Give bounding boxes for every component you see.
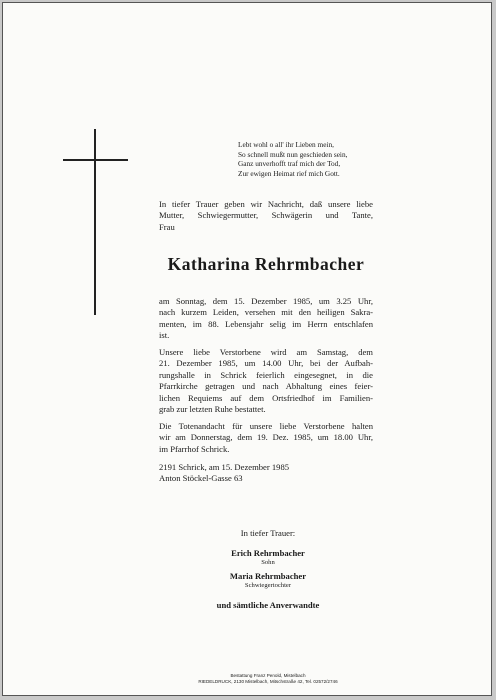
- poem: [238, 140, 438, 178]
- poem-line: Zur ewigen Heimat rief mich Gott.: [238, 168, 340, 178]
- death-notice-paragraph: [159, 296, 373, 342]
- mourner-relation: Schwiegertochter: [244, 582, 292, 589]
- closing-line: und sämtliche Anverwandte: [216, 600, 320, 610]
- mourner-name: Maria Rehrmbacher: [229, 571, 307, 581]
- text-line: rungshalle in Schrick feierlich eingesegnet, in die: [159, 369, 373, 380]
- poem-line: Lebt wohl o all' ihr Lieben mein,: [238, 140, 334, 149]
- text-line: grab zur letzten Ruhe bestattet.: [159, 404, 266, 415]
- printer-line: RIEDELDRUCK, 2130 Mistelbach, Mitschstraße 42, Tel. 02572/2746: [198, 679, 338, 684]
- mourners-heading: In tiefer Trauer:: [240, 528, 296, 538]
- text-line: Pfarrkirche getragen und nach Abhaltung eines feier-: [159, 381, 373, 392]
- intro-paragraph: [159, 199, 373, 233]
- place-and-address: [159, 462, 373, 485]
- text-line: In tiefer Trauer geben wir Nachricht, daß unsere liebe: [159, 199, 373, 209]
- deceased-name: Katharina Rehrmbacher: [167, 254, 365, 274]
- funeral-paragraph: [159, 347, 373, 415]
- text-line: 21. Dezember 1985, um 14.00 Uhr, bei der Aufbah-: [159, 358, 373, 369]
- text-line: im Pfarrhof Schrick.: [159, 443, 230, 454]
- mourner-name: Erich Rehrmbacher: [231, 548, 305, 558]
- printer-line: Bestattung Franz Penold, Mistelbach: [230, 673, 306, 678]
- text-line: menten, im 88. Lebensjahr selig im Herrn entschlafen: [159, 318, 373, 329]
- text-line: Mutter, Schwiegermutter, Schwägerin und Tante,: [159, 210, 373, 221]
- cross-icon: [94, 129, 96, 315]
- text-line: Frau: [159, 221, 175, 232]
- poem-line: Ganz unverhofft traf mich der Tod,: [238, 159, 341, 169]
- text-line: nach kurzem Leiden, versehen mit den heiligen Sakra-: [159, 307, 373, 318]
- text-line: Die Totenandacht für unsere liebe Verstorbene halten: [159, 421, 373, 431]
- obituary-sheet: [2, 2, 492, 696]
- address: Anton Stöckel-Gasse 63: [159, 473, 243, 484]
- text-line: lichen Requiems auf dem Ortsfriedhof im Familien-: [159, 392, 373, 403]
- place-date: 2191 Schrick, am 15. Dezember 1985: [159, 462, 290, 472]
- cross-icon-bar: [63, 159, 128, 161]
- text-line: ist.: [159, 330, 170, 341]
- text-line: am Sonntag, dem 15. Dezember 1985, um 3.25 Uhr,: [159, 296, 373, 306]
- text-line: Unsere liebe Verstorbene wird am Samstag, dem: [159, 347, 373, 357]
- prayer-paragraph: [159, 421, 373, 455]
- mourner-relation: Sohn: [261, 559, 275, 566]
- text-line: wir am Donnerstag, dem 19. Dez. 1985, um 18.00 Uhr,: [159, 432, 373, 443]
- poem-line: So schnell mußt nun geschieden sein,: [238, 149, 348, 159]
